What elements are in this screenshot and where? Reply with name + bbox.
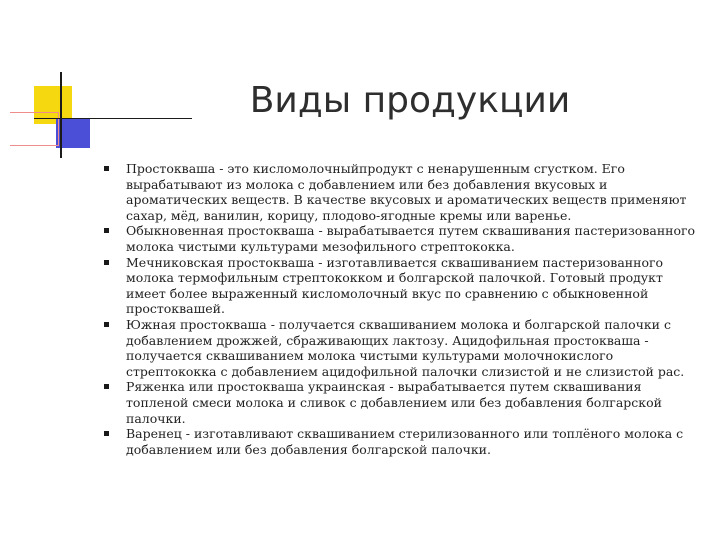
decorative-vertical-line [60, 72, 62, 158]
bullet-text: Ряженка или простокваша украинская - вырабатывается путем сквашивания топленой смеси молока и сливок с добавлением или без добавления болгарской палочки. [126, 379, 662, 426]
square-bullet-icon [104, 228, 109, 233]
square-bullet-icon [104, 260, 109, 265]
bullet-list [104, 161, 700, 457]
bullet-item [104, 255, 700, 317]
square-bullet-icon [104, 322, 109, 327]
square-bullet-icon [104, 384, 109, 389]
bullet-item [104, 317, 700, 379]
bullet-text: Мечниковская простокваша - изготавливается сквашиванием пастеризованного молока термофильным стрептококком и болгарской палочкой. Готовый продукт имеет более выраженный кисломолочный вкус по сравнению с обыкновенной простоквашей. [126, 254, 664, 317]
bullet-text: Варенец - изготавливают сквашиванием стерилизованного или топлёного молока с добавлением или без добавления болгарской палочки. [126, 426, 684, 457]
bullet-text: Простокваша - это кисломолочныйпродукт с ненарушенным сгустком. Его вырабатывают из молока с добавлением или без добавления вкусовых и ароматических веществ. В качестве вкусовых и ароматических веществ применяют сахар, мёд, ванилин, корицу, плодово-ягодные кремы или варенье. [126, 161, 687, 223]
slide-title: Виды продукции [249, 80, 571, 121]
bullet-item [104, 161, 700, 223]
square-bullet-icon [104, 166, 109, 171]
bullet-text: Обыкновенная простокваша - вырабатывается путем сквашивания пастеризованного молока чистыми культурами мезофильного стрептококка. [126, 223, 696, 254]
bullet-text: Южная простокваша - получается сквашиванием молока и болгарской палочки с добавлением дрожжей, сбраживающих лактозу. Ацидофильная простокваша - получается сквашиванием молока чистыми культурами молочнокислого стрептококка с добавлением ацидофильной палочки слизистой и не слизистой рас. [126, 316, 685, 379]
bullet-item [104, 379, 700, 426]
bullet-item [104, 426, 700, 457]
bullet-item [104, 223, 700, 254]
square-bullet-icon [104, 431, 109, 436]
